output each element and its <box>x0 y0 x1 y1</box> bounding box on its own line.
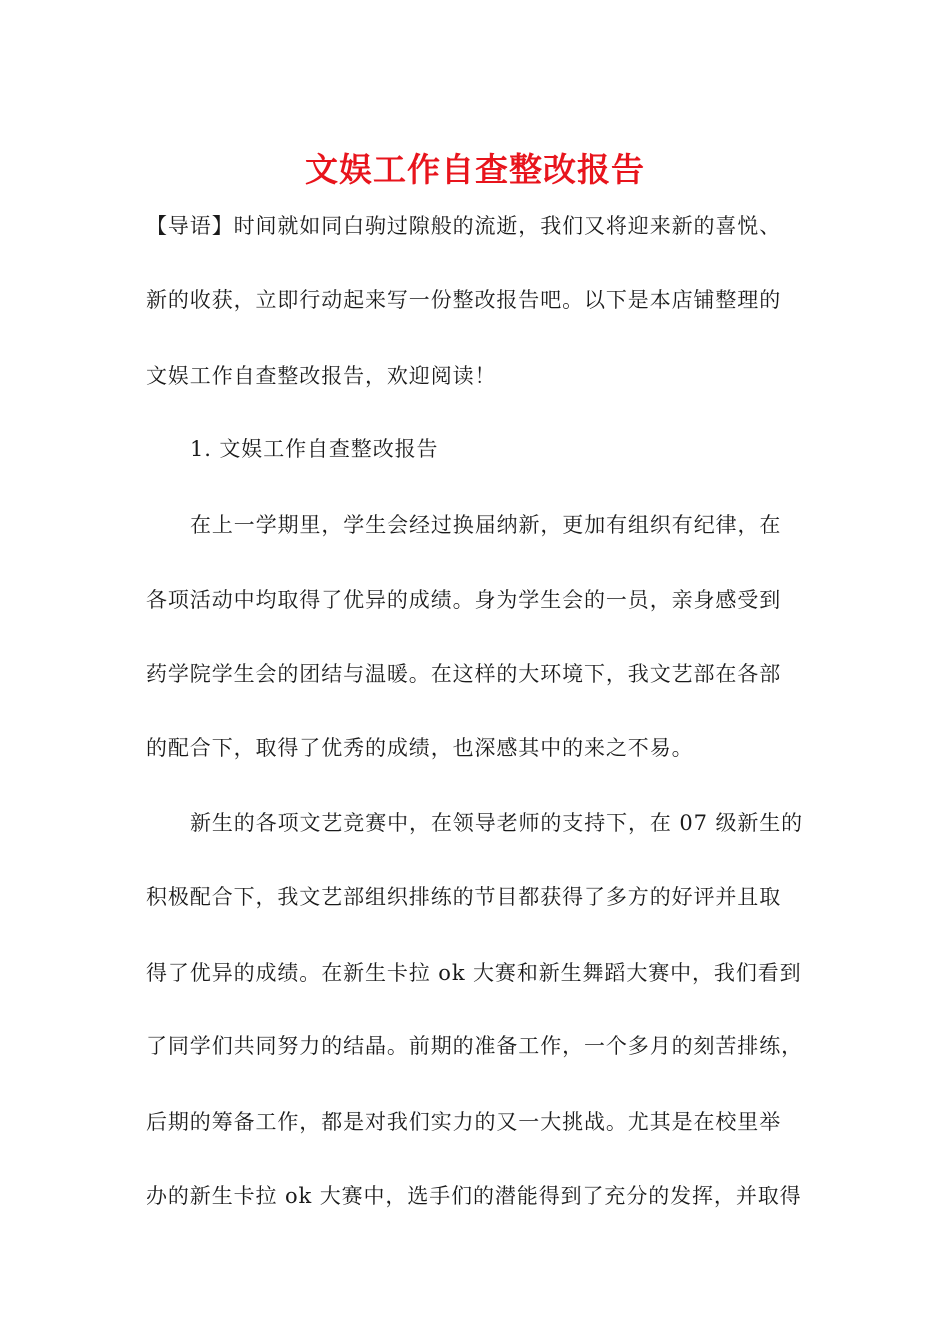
text-line: 新生的各项文艺竞赛中，在领导老师的支持下，在 07 级新生的 <box>190 811 804 835</box>
text-line: 的配合下，取得了优秀的成绩，也深感其中的来之不易。 <box>146 736 694 760</box>
text-line: 办的新生卡拉 ok 大赛中，选手们的潜能得到了充分的发挥，并取得 <box>146 1184 802 1208</box>
text-line: 文娱工作自查整改报告，欢迎阅读！ <box>146 364 497 388</box>
document-title: 文娱工作自查整改报告 <box>305 150 645 189</box>
text-line: 后期的筹备工作，都是对我们实力的又一大挑战。尤其是在校里举 <box>146 1110 782 1134</box>
text-line: 新的收获，立即行动起来写一份整改报告吧。以下是本店铺整理的 <box>146 288 782 312</box>
text-line: 得了优异的成绩。在新生卡拉 ok 大赛和新生舞蹈大赛中，我们看到 <box>146 961 802 985</box>
text-line: 积极配合下，我文艺部组织排练的节目都获得了多方的好评并且取 <box>146 885 782 909</box>
section-heading: 1. 文娱工作自查整改报告 <box>190 437 439 461</box>
text-line: 各项活动中均取得了优异的成绩。身为学生会的一员，亲身感受到 <box>146 588 782 612</box>
text-line: 【导语】时间就如同白驹过隙般的流逝，我们又将迎来新的喜悦、 <box>146 214 782 238</box>
text-line: 药学院学生会的团结与温暖。在这样的大环境下，我文艺部在各部 <box>146 662 782 686</box>
text-line: 在上一学期里，学生会经过换届纳新，更加有组织有纪律，在 <box>190 513 782 537</box>
text-line: 了同学们共同努力的结晶。前期的准备工作，一个多月的刻苦排练， <box>146 1034 803 1058</box>
